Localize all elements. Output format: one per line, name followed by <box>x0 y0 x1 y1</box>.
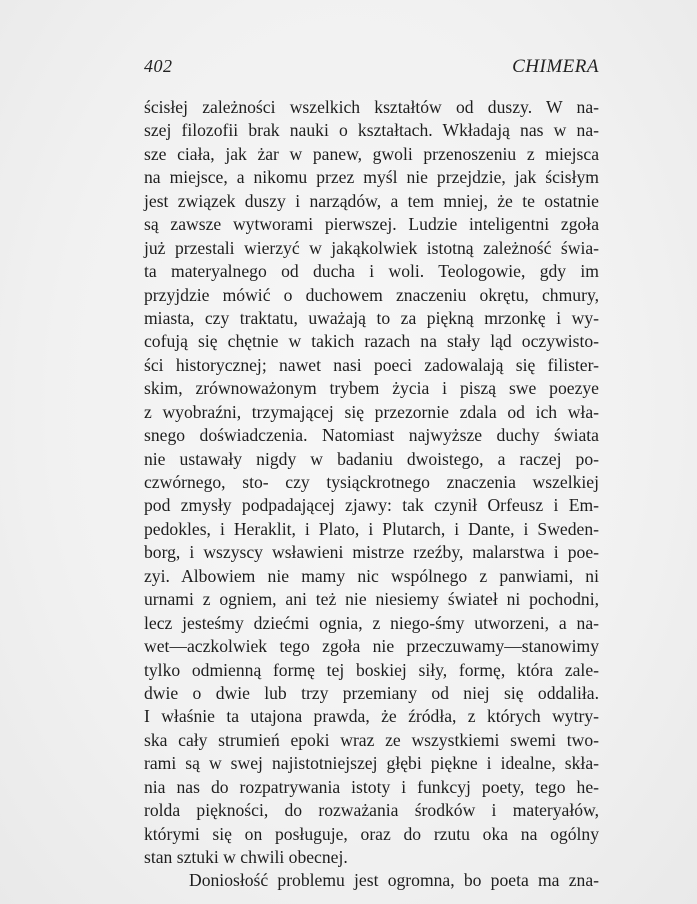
text-line: skim, zrównoważonym trybem życia i piszą swe poezye <box>144 378 599 399</box>
text-line: ska cały strumień epoki wraz ze wszystkiemi swemi two- <box>144 729 599 750</box>
text-line: pod zmysły podpadającej zjawy: tak czynił Orfeusz i Em- <box>144 495 599 516</box>
text-line: nia nas do rozpatrywania istoty i funkcyj poety, tego he- <box>144 776 599 797</box>
text-line: snego doświadczenia. Natomiast najwyższe duchy świata <box>144 425 599 446</box>
text-line: rami są w swej najistotniejszej głębi piękne i idealne, skła- <box>144 753 599 774</box>
text-line: tylko odmienną formę tej boskiej siły, formę, która zale- <box>144 659 599 680</box>
book-page <box>144 56 599 893</box>
text-line: dwie o dwie lub trzy przemiany od niej się oddaliła. <box>144 682 599 703</box>
text-line: ta materyalnego od ducha i woli. Teologowie, gdy im <box>144 261 599 282</box>
text-line: sze ciała, jak żar w panew, gwoli przenoszeniu z miejsca <box>144 143 599 164</box>
text-line: nie ustawały nigdy w badaniu dwoistego, a raczej po- <box>144 448 599 469</box>
text-line: szej filozofii brak nauki o kształtach. Wkładają nas w na- <box>144 120 599 141</box>
page-number: 402 <box>144 56 173 76</box>
text-line: którymi się on posługuje, oraz do rzutu oka na ogólny <box>144 823 599 844</box>
text-line: przyjdzie mówić o duchowem znaczeniu okrętu, chmury, <box>144 284 599 305</box>
text-line: wet—aczkolwiek tego zgoła nie przeczuwamy—stanowimy <box>144 636 599 657</box>
text-line: miasta, czy traktatu, uważają to za piękną mrzonkę i wy- <box>144 307 599 328</box>
paragraph <box>144 869 599 892</box>
text-line: Doniosłość problemu jest ogromna, bo poeta ma zna- <box>189 870 599 891</box>
text-line: czwórnego, sto- czy tysiąckrotnego znaczenia wszelkiej <box>144 472 599 492</box>
page-header <box>144 56 599 82</box>
text-line: zyi. Albowiem nie mamy nic wspólnego z panwiami, ni <box>144 565 599 586</box>
text-line: już przestali wierzyć w jakąkolwiek istotną zależność świa- <box>144 237 599 258</box>
text-line: cofują się chętnie w takich razach na stały ląd oczywisto- <box>144 331 599 352</box>
text-line: stan sztuki w chwili obecnej. <box>144 847 348 867</box>
text-line: ścisłej zależności wszelkich kształtów od duszy. W na- <box>144 97 599 117</box>
text-line: z wyobraźni, trzymającej się przezornie zdala od ich wła- <box>144 401 599 422</box>
text-line: na miejsce, a nikomu przez myśl nie przejdzie, jak ścisłym <box>144 167 599 188</box>
text-line: ści historycznej; nawet nasi poeci zadowalają się filister- <box>144 354 599 375</box>
text-line: urnami z ogniem, ani też nie niesiemy świateł ni pochodni, <box>144 589 599 610</box>
text-line: lecz jesteśmy dziećmi ognia, z niego-śmy utworzeni, a na- <box>144 612 599 633</box>
text-line: są zawsze wytworami pierwszej. Ludzie inteligentni zgoła <box>144 214 599 235</box>
text-line: pedokles, i Heraklit, i Plato, i Plutarch, i Dante, i Sweden- <box>144 518 599 539</box>
running-title: CHIMERA <box>512 56 599 77</box>
text-line: borg, i wszyscy wsławieni mistrze rzeźby, malarstwa i poe- <box>144 542 599 563</box>
body-text <box>144 96 599 893</box>
text-line: I właśnie ta utajona prawda, że źródła, z których wytry- <box>144 706 599 727</box>
text-line: jest związek duszy i narządów, a tem mniej, że te ostatnie <box>144 190 599 211</box>
paragraph <box>144 96 599 869</box>
text-line: rolda piękności, do rozważania środków i materyałów, <box>144 800 599 821</box>
